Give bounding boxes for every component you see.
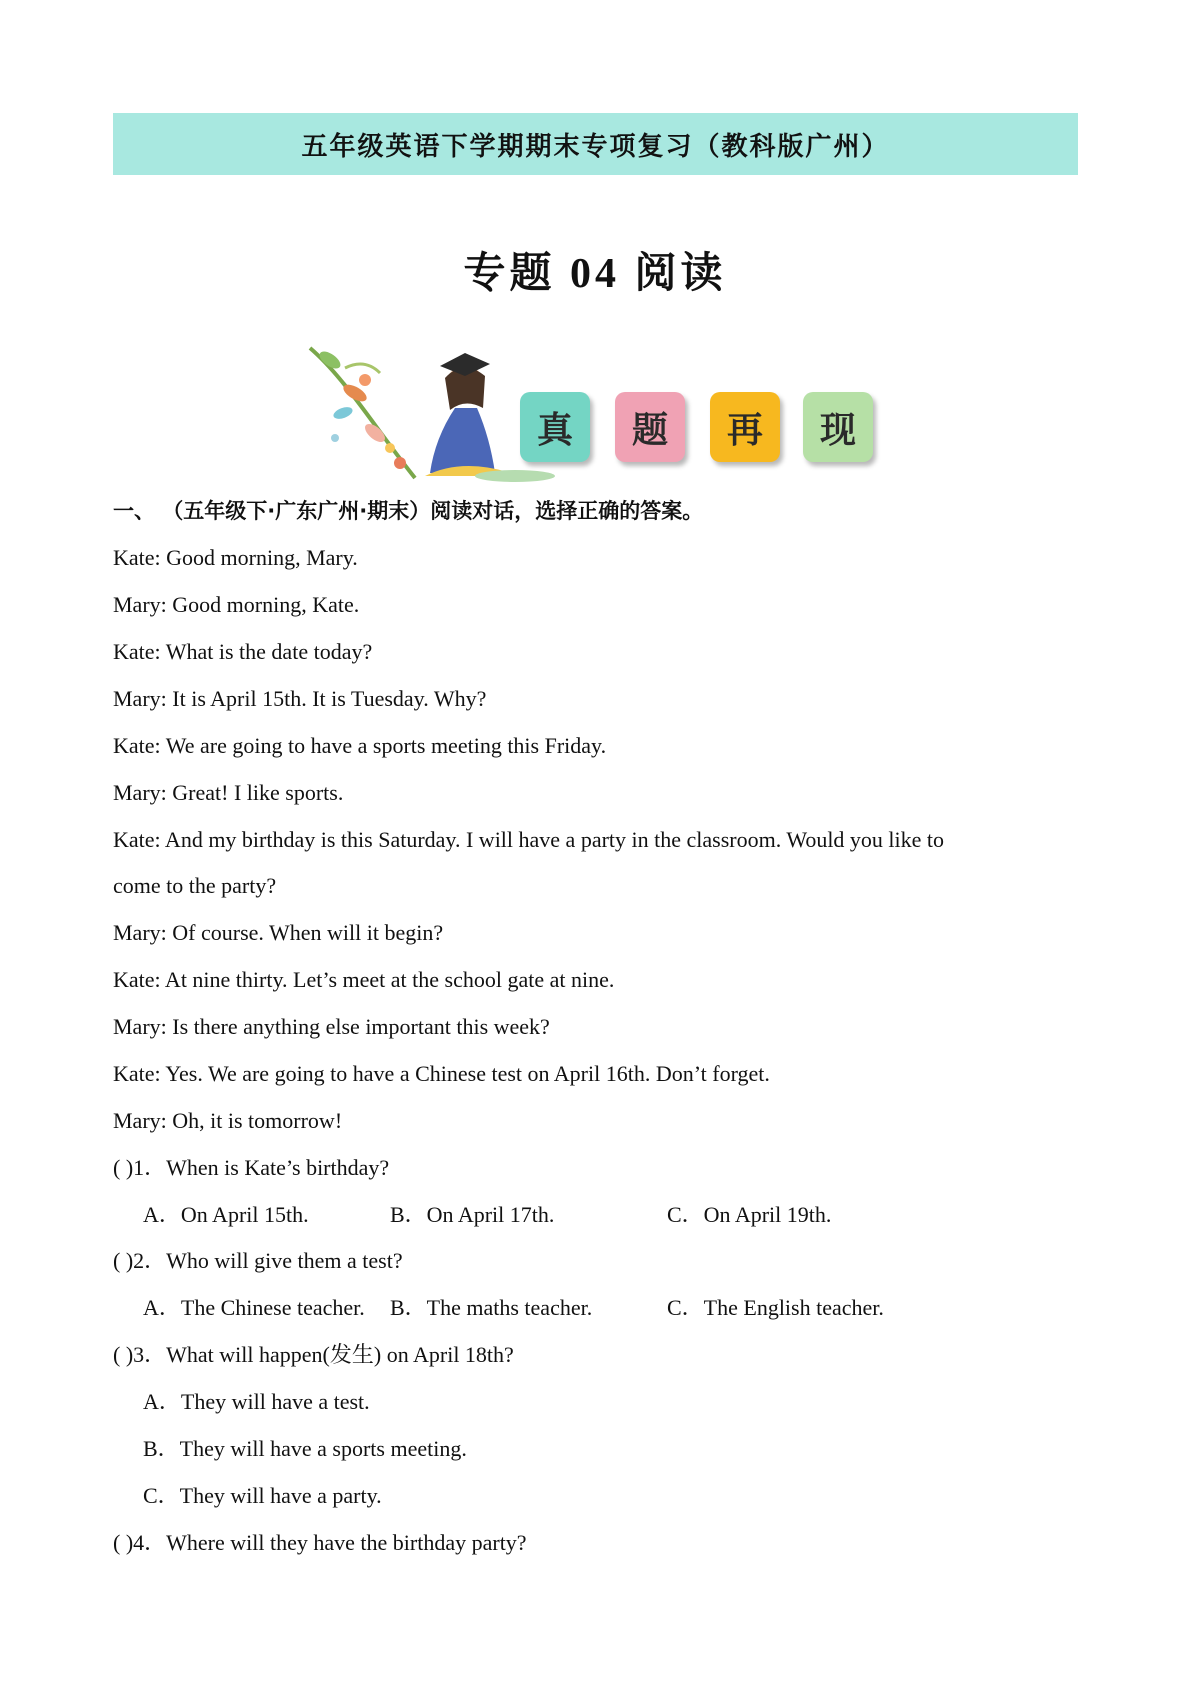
dialogue-line: Mary: Of course. When will it begin? [113, 920, 444, 945]
option-c: C．The English teacher. [667, 1295, 884, 1320]
option-a: A．The Chinese teacher. [143, 1295, 365, 1320]
question-text: 2．Who will give them a test? [133, 1248, 403, 1273]
dialogue-line: Mary: Is there anything else important this week? [113, 1014, 550, 1039]
tile-zai [710, 392, 780, 462]
page-title: 专题 04 阅读 [463, 251, 727, 297]
option-c: C．On April 19th. [667, 1202, 832, 1227]
dialogue-line: Mary: Oh, it is tomorrow! [113, 1108, 343, 1133]
option-c: C．They will have a party. [143, 1483, 382, 1508]
answer-blank[interactable]: ( ) [113, 1530, 134, 1555]
tile-xian-char: 现 [819, 409, 856, 450]
header-banner [113, 113, 1078, 175]
dialogue-line: Mary: Good morning, Kate. [113, 592, 360, 617]
answer-blank[interactable]: ( ) [113, 1342, 134, 1367]
question-4 [113, 1528, 527, 1558]
answer-blank[interactable]: ( ) [113, 1248, 134, 1273]
tile-zhen-char: 真 [536, 409, 573, 450]
dialogue-line: Kate: Good morning, Mary. [113, 545, 358, 570]
option-b: B．They will have a sports meeting. [143, 1436, 467, 1461]
dialogue-line: Mary: It is April 15th. It is Tuesday. Why? [113, 686, 487, 711]
dialogue-line: Mary: Great! I like sports. [113, 780, 344, 805]
dialogue-line: Kate: At nine thirty. Let’s meet at the school gate at nine. [113, 967, 615, 992]
question-3 [113, 1340, 514, 1370]
banner-text: 五年级英语下学期期末专项复习（教科版广州） [301, 131, 890, 161]
question-text: 4．Where will they have the birthday party? [133, 1530, 527, 1555]
tile-ti [615, 392, 685, 462]
option-b: B．On April 17th. [390, 1202, 555, 1227]
dialogue-line: Kate: We are going to have a sports meeting this Friday. [113, 733, 607, 758]
tile-xian [803, 392, 873, 462]
tile-ti-char: 题 [631, 409, 668, 450]
question-2 [113, 1246, 403, 1276]
tile-zhen [520, 392, 590, 462]
option-a: A．They will have a test. [143, 1389, 370, 1414]
tile-zai-char: 再 [726, 409, 763, 450]
question-text: 1．When is Kate’s birthday? [133, 1155, 390, 1180]
question-text: 3．What will happen(发生) on April 18th? [133, 1342, 514, 1367]
dialogue-line: come to the party? [113, 873, 277, 898]
option-a: A．On April 15th. [143, 1202, 309, 1227]
dialogue-line: Kate: What is the date today? [113, 639, 373, 664]
dialogue-line: Kate: Yes. We are going to have a Chinese test on April 16th. Don’t forget. [113, 1061, 770, 1086]
answer-blank[interactable]: ( ) [113, 1155, 134, 1180]
section-heading: 一、 （五年级下·广东广州·期末）阅读对话，选择正确的答案。 [113, 499, 704, 523]
question-1 [113, 1153, 389, 1183]
dialogue-line: Kate: And my birthday is this Saturday. I will have a party in the classroom. Would you like to [113, 827, 945, 852]
option-b: B．The maths teacher. [390, 1295, 593, 1320]
graduation-girl-illustration [305, 338, 885, 483]
